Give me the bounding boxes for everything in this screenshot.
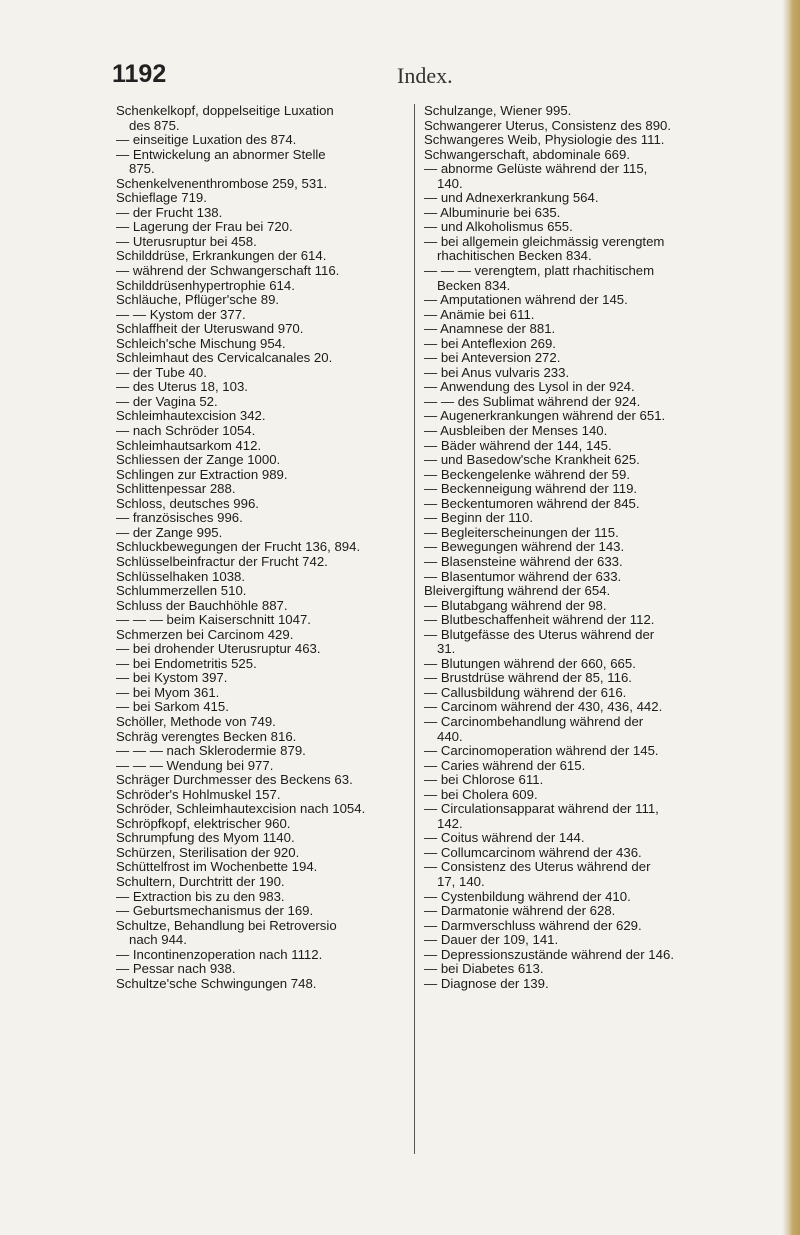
running-head: Index. <box>397 63 453 88</box>
index-entry: — und Basedow'sche Krankheit 625. <box>424 452 640 468</box>
index-entry: — nach Schröder 1054. <box>116 423 256 439</box>
index-entry: Schlüsselbeinfractur der Frucht 742. <box>116 553 328 569</box>
index-entry: — abnorme Gelüste während der 115, <box>424 161 648 177</box>
index-entry: Schieflage 719. <box>116 190 207 206</box>
index-entry: 17, 140. <box>437 873 485 889</box>
index-column-left <box>116 104 408 991</box>
index-entry: — Cystenbildung während der 410. <box>424 888 631 904</box>
index-entry: Schwangeres Weib, Physiologie des 111. <box>424 132 665 148</box>
index-entry: — Extraction bis zu den 983. <box>116 888 285 904</box>
index-entry: Schlingen zur Extraction 989. <box>116 466 288 482</box>
index-entry: Schluss der Bauchhöhle 887. <box>116 597 288 613</box>
index-entry: Schwangerer Uterus, Consistenz des 890. <box>424 117 672 133</box>
index-entry: — Dauer der 109, 141. <box>424 932 559 948</box>
index-entry: — — — beim Kaiserschnitt 1047. <box>116 612 311 628</box>
index-entry: Schloss, deutsches 996. <box>116 495 259 511</box>
index-entry: Schulzange, Wiener 995. <box>424 103 572 118</box>
index-entry: — Begleiterscheinungen der 115. <box>424 524 619 540</box>
index-entry: Becken 834. <box>437 277 511 293</box>
index-entry: Schöller, Methode von 749. <box>116 713 276 729</box>
index-entry: Schmerzen bei Carcinom 429. <box>116 626 294 642</box>
index-entry: Schleimhaut des Cervicalcanales 20. <box>116 350 333 366</box>
index-entry: Schröder, Schleimhautexcision nach 1054. <box>116 801 366 817</box>
index-entry: Schleimhautsarkom 412. <box>116 437 262 453</box>
index-entry: Schräger Durchmesser des Beckens 63. <box>116 772 353 788</box>
index-entry: — Beckenneigung während der 119. <box>424 481 638 497</box>
index-entry: — Carcinomoperation während der 145. <box>424 743 659 759</box>
index-entry: — Diagnose der 139. <box>424 975 549 991</box>
index-entry: — Pessar nach 938. <box>116 961 236 977</box>
index-entry: — Uterusruptur bei 458. <box>116 233 257 249</box>
index-entry: — Collumcarcinom während der 436. <box>424 844 642 860</box>
index-entry: — Caries während der 615. <box>424 757 586 773</box>
index-entry: — bei Anteversion 272. <box>424 350 561 366</box>
index-entry: — Beginn der 110. <box>424 510 533 526</box>
index-entry: — — — verengtem, platt rhachitischem <box>424 263 655 279</box>
index-entry: Schultern, Durchtritt der 190. <box>116 873 285 889</box>
index-column-right <box>424 104 712 991</box>
index-entry: — — Kystom der 377. <box>116 306 246 322</box>
index-entry: — Entwickelung an abnormer Stelle <box>116 146 326 162</box>
index-entry: — Consistenz des Uterus während der <box>424 859 651 875</box>
index-entry: — bei drohender Uterusruptur 463. <box>116 641 321 657</box>
index-entry: — bei Kystom 397. <box>116 670 228 686</box>
index-entry: Schluckbewegungen der Frucht 136, 894. <box>116 539 361 555</box>
index-entry: Schlüsselhaken 1038. <box>116 568 246 584</box>
column-divider <box>414 104 415 1154</box>
index-entry: Schleich'sche Mischung 954. <box>116 335 286 351</box>
index-entry: Schlittenpessar 288. <box>116 481 236 497</box>
index-entry: Schrumpfung des Myom 1140. <box>116 830 295 846</box>
index-entry: nach 944. <box>129 932 187 948</box>
index-entry: Schwangerschaft, abdominale 669. <box>424 146 631 162</box>
index-entry: Schröder's Hohlmuskel 157. <box>116 786 281 802</box>
page-header <box>0 60 780 94</box>
index-entry: — Circulationsapparat während der 111, <box>424 801 659 817</box>
index-entry: — bei Anus vulvaris 233. <box>424 364 570 380</box>
index-entry: — französisches 996. <box>116 510 243 526</box>
index-entry: Schultze, Behandlung bei Retroversio <box>116 917 337 933</box>
index-entry: Schleimhautexcision 342. <box>116 408 266 424</box>
index-entry: — Callusbildung während der 616. <box>424 684 627 700</box>
page-edge-shading <box>782 0 800 1235</box>
index-entry: des 875. <box>129 117 180 133</box>
index-entry: Schüttelfrost im Wochenbette 194. <box>116 859 318 875</box>
index-entry: — Brustdrüse während der 85, 116. <box>424 670 632 686</box>
index-entry: 140. <box>437 175 463 191</box>
index-entry: — Blutungen während der 660, 665. <box>424 655 636 671</box>
index-entry: — Depressionszustände während der 146. <box>424 946 674 962</box>
index-entry: — und Alkoholismus 655. <box>424 219 573 235</box>
index-entry: — der Vagina 52. <box>116 393 218 409</box>
index-entry: — Lagerung der Frau bei 720. <box>116 219 293 235</box>
index-entry: — und Adnexerkrankung 564. <box>424 190 599 206</box>
index-entry: — Darmverschluss während der 629. <box>424 917 642 933</box>
index-entry: Bleivergiftung während der 654. <box>424 583 611 599</box>
index-entry: — Carcinombehandlung während der <box>424 713 644 729</box>
index-entry: — — — Wendung bei 977. <box>116 757 274 773</box>
index-entry: Schenkelvenenthrombose 259, 531. <box>116 175 328 191</box>
index-entry: — Anämie bei 611. <box>424 306 535 322</box>
index-entry: — des Uterus 18, 103. <box>116 379 248 395</box>
index-entry: — Amputationen während der 145. <box>424 292 628 308</box>
index-entry: Schilddrüsenhypertrophie 614. <box>116 277 295 293</box>
index-entry: Schlaffheit der Uteruswand 970. <box>116 321 304 337</box>
index-entry: — Anamnese der 881. <box>424 321 556 337</box>
index-entry: — bei Chlorose 611. <box>424 772 544 788</box>
index-entry: — bei Diabetes 613. <box>424 961 544 977</box>
index-entry: — während der Schwangerschaft 116. <box>116 263 340 279</box>
index-entry: Schlummerzellen 510. <box>116 583 247 599</box>
index-entry: — Blasentumor während der 633. <box>424 568 622 584</box>
index-entry: — Carcinom während der 430, 436, 442. <box>424 699 663 715</box>
index-entry: — — — nach Sklerodermie 879. <box>116 743 306 759</box>
index-entry: — bei Sarkom 415. <box>116 699 229 715</box>
index-entry: Schliessen der Zange 1000. <box>116 452 281 468</box>
index-entry: — Beckengelenke während der 59. <box>424 466 631 482</box>
index-entry: — der Frucht 138. <box>116 204 223 220</box>
index-entry: — — des Sublimat während der 924. <box>424 393 641 409</box>
index-entry: — bei Anteflexion 269. <box>424 335 556 351</box>
index-entry: — Darmatonie während der 628. <box>424 903 616 919</box>
index-entry: Schräg verengtes Becken 816. <box>116 728 297 744</box>
index-entry: — Blasensteine während der 633. <box>424 553 623 569</box>
index-entry: — Anwendung des Lysol in der 924. <box>424 379 635 395</box>
page-number: 1192 <box>112 60 167 88</box>
index-entry: — Coitus während der 144. <box>424 830 585 846</box>
index-entry: — Beckentumoren während der 845. <box>424 495 640 511</box>
index-entry: — Blutabgang während der 98. <box>424 597 607 613</box>
index-entry: — Blutgefässe des Uterus während der <box>424 626 655 642</box>
index-entry: 440. <box>437 728 463 744</box>
index-entry: Schultze'sche Schwingungen 748. <box>116 975 317 991</box>
index-entry: Schröpfkopf, elektrischer 960. <box>116 815 291 831</box>
index-entry: rhachitischen Becken 834. <box>437 248 592 264</box>
index-entry: — bei Myom 361. <box>116 684 220 700</box>
index-entry: Schläuche, Pflüger'sche 89. <box>116 292 280 308</box>
index-entry: — Albuminurie bei 635. <box>424 204 561 220</box>
index-entry: — Blutbeschaffenheit während der 112. <box>424 612 655 628</box>
index-entry: — Bäder während der 144, 145. <box>424 437 612 453</box>
index-entry: — bei Endometritis 525. <box>116 655 257 671</box>
index-entry: — der Tube 40. <box>116 364 207 380</box>
index-entry: 875. <box>129 161 155 177</box>
index-entry: 31. <box>437 641 456 657</box>
index-entry: Schenkelkopf, doppelseitige Luxation <box>116 103 334 118</box>
index-entry: 142. <box>437 815 463 831</box>
index-entry: — Ausbleiben der Menses 140. <box>424 423 608 439</box>
index-entry: Schilddrüse, Erkrankungen der 614. <box>116 248 327 264</box>
index-entry: — der Zange 995. <box>116 524 223 540</box>
index-entry: Schürzen, Sterilisation der 920. <box>116 844 300 860</box>
index-entry: — bei allgemein gleichmässig verengtem <box>424 233 665 249</box>
index-entry: — Geburtsmechanismus der 169. <box>116 903 314 919</box>
index-entry: — einseitige Luxation des 874. <box>116 132 297 148</box>
index-entry: — Bewegungen während der 143. <box>424 539 625 555</box>
index-entry: — bei Cholera 609. <box>424 786 538 802</box>
index-entry: — Incontinenzoperation nach 1112. <box>116 946 323 962</box>
index-entry: — Augenerkrankungen während der 651. <box>424 408 666 424</box>
